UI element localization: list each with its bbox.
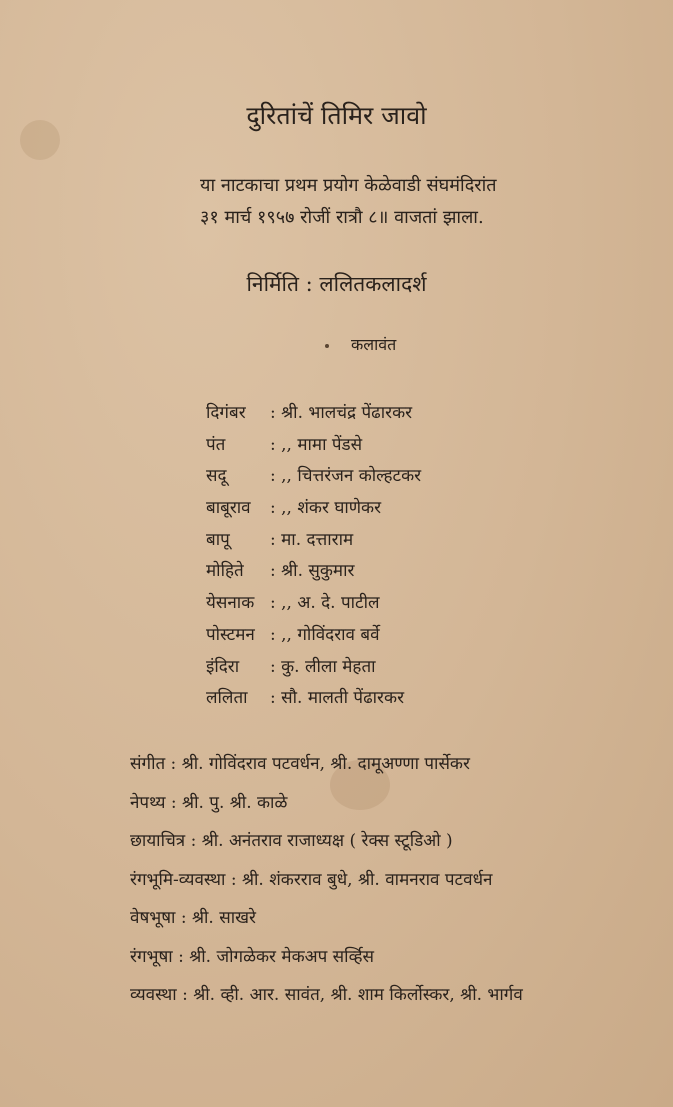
cast-role: येसनाक	[206, 593, 255, 614]
cast-heading-label: कलावंत	[351, 335, 397, 354]
bullet-icon	[325, 344, 329, 348]
cast-role: सदू	[206, 466, 227, 487]
cast-actor: : मा. दत्ताराम	[270, 529, 354, 550]
credit-line: संगीत : श्री. गोविंदराव पटवर्धन, श्री. दामूअण्णा पार्सेकर	[130, 754, 470, 774]
cast-row	[206, 398, 421, 430]
cast-role: दिगंबर	[206, 403, 246, 423]
cast-actor: : श्री. सुकुमार	[270, 561, 355, 582]
cast-role: ललिता	[206, 688, 248, 709]
cast-role: मोहिते	[206, 561, 244, 582]
cast-actor: : ,, मामा पेंडसे	[270, 434, 363, 455]
cast-actor: : ,, अ. दे. पाटील	[270, 593, 380, 614]
credit-line: छायाचित्र : श्री. अनंतराव राजाध्यक्ष ( रेक्स स्टूडिओ )	[130, 831, 453, 851]
production-credit: निर्मिति : ललितकलादर्श	[246, 272, 427, 296]
cast-actor: : ,, चित्तरंजन कोल्हटकर	[270, 466, 422, 487]
cast-actor: : श्री. भालचंद्र पेंढारकर	[270, 403, 413, 423]
cast-row	[206, 556, 421, 588]
cast-row	[206, 430, 421, 462]
cast-role: बाबूराव	[206, 498, 251, 519]
credit-line: व्यवस्था : श्री. व्ही. आर. सावंत, श्री. शाम किर्लोस्कर, श्री. भार्गव	[130, 985, 523, 1005]
credit-line: नेपथ्य : श्री. पु. श्री. काळे	[130, 792, 288, 813]
cast-role: इंदिरा	[206, 656, 240, 677]
credit-line: रंगभूमि-व्यवस्था : श्री. शंकरराव बुधे, श्री. वामनराव पटवर्धन	[130, 869, 493, 890]
credit-line: वेषभूषा : श्री. साखरे	[130, 908, 256, 928]
credit-line: रंगभूषा : श्री. जोगळेकर मेकअप सर्व्हिस	[130, 946, 375, 967]
cast-role: पोस्टमन	[206, 624, 255, 645]
cast-row	[206, 493, 421, 525]
premiere-line: ३१ मार्च १९५७ रोजीं रात्रौ ८॥ वाजतां झाला.	[200, 207, 484, 228]
cast-role: बापू	[206, 529, 230, 550]
cast-actor: : सौ. मालती पेंढारकर	[270, 688, 405, 709]
cast-row	[206, 588, 421, 620]
premiere-note	[200, 170, 497, 234]
cast-actor: : ,, शंकर घाणेकर	[270, 498, 382, 519]
cast-row	[206, 652, 421, 684]
premiere-line: या नाटकाचा प्रथम प्रयोग केळेवाडी संघमंदिरांत	[200, 175, 497, 196]
cast-actor: : ,, गोविंदराव बर्वे	[270, 624, 380, 645]
play-title: दुरितांचें तिमिर जावो	[246, 101, 427, 130]
cast-heading	[325, 333, 396, 355]
cast-list	[206, 398, 421, 715]
cast-row	[206, 683, 421, 715]
cast-row	[206, 620, 421, 652]
crew-credits	[130, 745, 523, 1015]
cast-role: पंत	[206, 434, 226, 455]
cast-row	[206, 525, 421, 557]
cast-actor: : कु. लीला मेहता	[270, 656, 376, 677]
cast-row	[206, 461, 421, 493]
